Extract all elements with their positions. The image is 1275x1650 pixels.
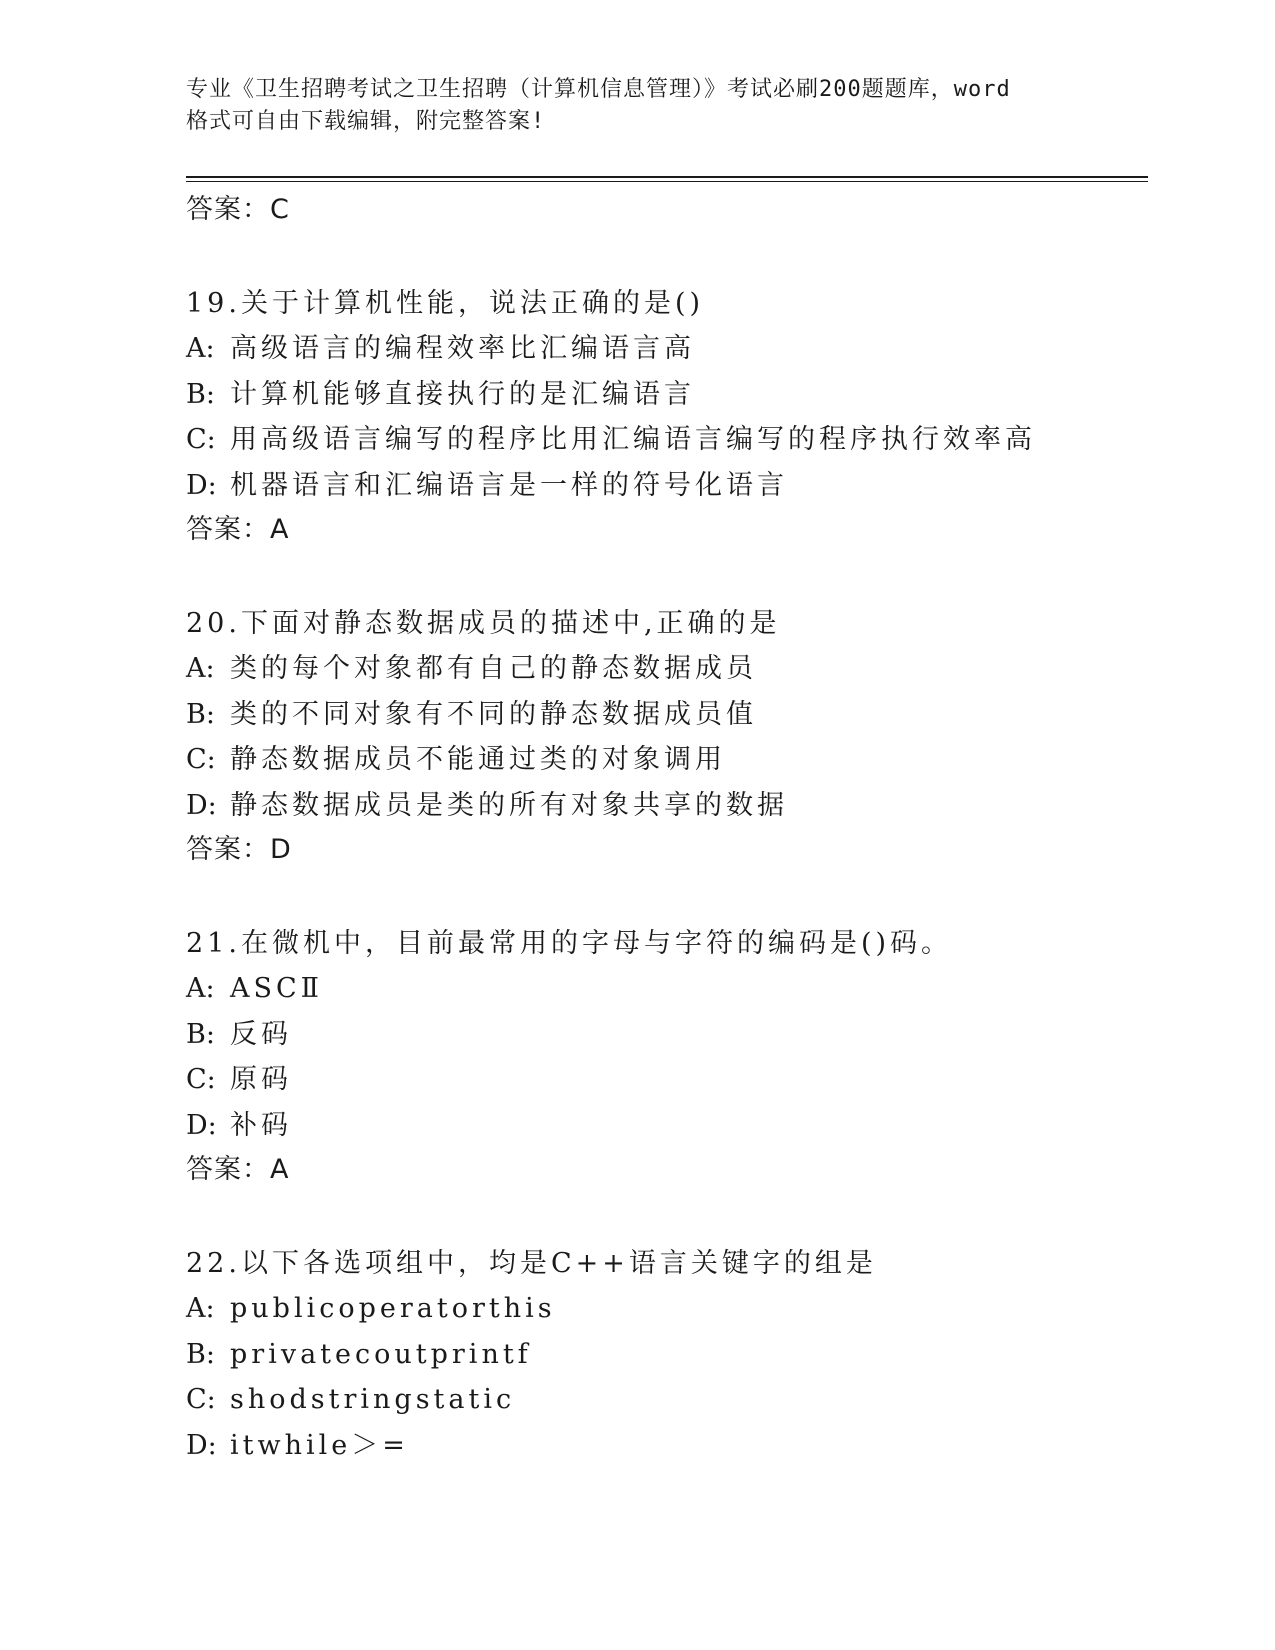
question-text: 22.以下各选项组中，均是C++语言关键字的组是 (186, 1248, 877, 1279)
answer-line: 答案：C (186, 194, 290, 225)
option-text: 类的不同对象有不同的静态数据成员值 (230, 698, 757, 730)
option-c (186, 737, 1146, 783)
option-a (186, 966, 1146, 1012)
question-block (186, 281, 1146, 601)
option-letter: D: (186, 1429, 217, 1461)
question-text: 21.在微机中，目前最常用的字母与字符的编码是()码。 (186, 928, 953, 959)
option-text: 静态数据成员不能通过类的对象调用 (230, 744, 726, 775)
question-block (186, 1241, 1146, 1468)
option-text: 用高级语言编写的程序比用汇编语言编写的程序执行效率高 (230, 424, 1036, 455)
option-letter: D: (186, 469, 217, 501)
option-text: ASCⅡ (230, 973, 324, 1004)
answer-line: 答案：A (186, 514, 290, 545)
option-c (186, 1057, 1146, 1103)
option-text: 原码 (230, 1064, 292, 1095)
question-block (186, 601, 1146, 921)
option-text: 补码 (230, 1109, 292, 1141)
option-letter: C: (186, 1064, 216, 1095)
option-text: 机器语言和汇编语言是一样的符号化语言 (230, 469, 788, 501)
option-letter: B: (186, 378, 215, 410)
spacer (186, 1192, 1146, 1241)
option-text: 类的每个对象都有自己的静态数据成员 (230, 653, 757, 684)
answer-line: 答案：A (186, 1154, 290, 1185)
option-letter: D: (186, 1109, 217, 1141)
question-block (186, 921, 1146, 1241)
option-text: 计算机能够直接执行的是汇编语言 (230, 378, 695, 410)
header-divider-thick (186, 176, 1148, 178)
option-text: privatecoutprintf (230, 1338, 532, 1370)
question-text: 19.关于计算机性能，说法正确的是() (186, 288, 705, 319)
option-letter: A: (186, 333, 215, 364)
option-text: 静态数据成员是类的所有对象共享的数据 (230, 789, 788, 821)
option-b (186, 1332, 1146, 1378)
option-text: 反码 (230, 1018, 292, 1050)
question-list (186, 188, 1146, 1468)
option-d (186, 783, 1146, 829)
header-line-2: 格式可自由下载编辑，附完整答案! (186, 109, 546, 134)
option-text: publicoperatorthis (230, 1293, 556, 1324)
option-a (186, 646, 1146, 692)
spacer (186, 232, 1146, 281)
option-a (186, 1286, 1146, 1332)
option-letter: A: (186, 653, 215, 684)
question-text: 20.下面对静态数据成员的描述中,正确的是 (186, 608, 781, 639)
spacer (186, 872, 1146, 921)
header-divider-thin (186, 181, 1148, 182)
option-text: shodstringstatic (230, 1384, 516, 1415)
option-letter: B: (186, 698, 215, 730)
option-a (186, 326, 1146, 372)
option-letter: C: (186, 424, 216, 455)
spacer (186, 552, 1146, 601)
option-letter: C: (186, 1384, 216, 1415)
option-letter: B: (186, 1018, 215, 1050)
option-d (186, 1103, 1146, 1149)
answer-line: 答案：D (186, 834, 292, 865)
option-text: itwhile＞= (230, 1429, 409, 1461)
option-letter: A: (186, 1293, 215, 1324)
option-letter: D: (186, 789, 217, 821)
option-c (186, 1377, 1146, 1423)
option-letter: C: (186, 744, 216, 775)
option-d (186, 1423, 1146, 1469)
option-b (186, 692, 1146, 738)
option-letter: A: (186, 973, 215, 1004)
option-d (186, 463, 1146, 509)
option-text: 高级语言的编程效率比汇编语言高 (230, 333, 695, 364)
document-header (186, 74, 1086, 138)
option-b (186, 1012, 1146, 1058)
header-line-1: 专业《卫生招聘考试之卫生招聘（计算机信息管理）》考试必刷200题题库，word (186, 77, 1011, 102)
option-b (186, 372, 1146, 418)
option-c (186, 417, 1146, 463)
option-letter: B: (186, 1338, 215, 1370)
